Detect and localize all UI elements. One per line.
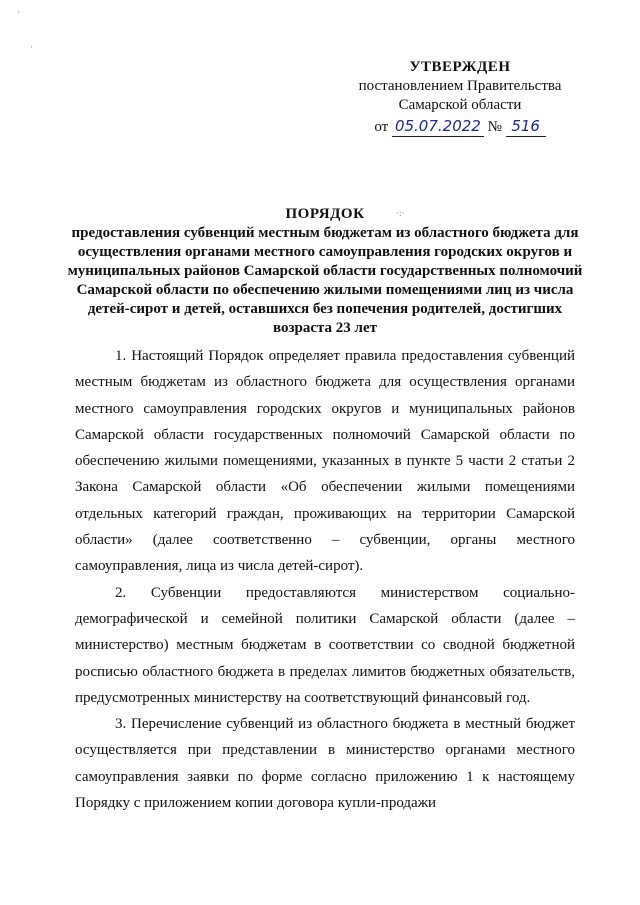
scan-mark: ·:· — [396, 208, 405, 218]
number-prefix: № — [487, 119, 502, 135]
document-subtitle: предоставления субвенций местным бюджетам из областного бюджета для осуществления органами местного самоуправления городских округов и муниципальных районов Самарской области государственных полномочий Самарской области по обеспечению жилыми помещениями лиц из числа детей-сирот и детей, оставшихся без попечения родителей, достигших возраста 23 лет — [67, 225, 583, 336]
date-prefix: от — [374, 119, 389, 135]
approval-stamp — [340, 58, 580, 137]
approval-line-2: Самарской области — [398, 97, 522, 113]
paragraph-1: 1. Настоящий Порядок определяет правила предоставления субвенций местным бюджетам из областного бюджета для осуществления органами местного самоуправления городских округов и муниципальных районов Самарской области государственных полномочий Самарской области по обеспечению жилыми помещениями, указанных в пункте 5 части 2 статьи 2 Закона Самарской области «Об обеспечении жилыми помещениями отдельных категорий граждан, проживающих на территории Самарской области» (далее соответственно – субвенции, органы местного самоуправления, лица из числа детей-сирот). — [75, 348, 575, 575]
document-body — [75, 343, 575, 816]
scan-mark: ' — [18, 10, 20, 20]
paragraph-2: 2. Субвенции предоставляются министерством социально-демографической и семейной политики Самарской области (далее – министерство) местным бюджетам в соответствии со сводной бюджетной росписью областного бюджета в пределах лимитов бюджетных обязательств, предусмотренных министерству на соответствующий финансовый год. — [75, 584, 575, 706]
approval-title: УТВЕРЖДЕН — [409, 59, 511, 75]
document-heading: ПОРЯДОК — [285, 206, 365, 222]
approval-number: 516 — [506, 117, 546, 137]
approval-date: 05.07.2022 — [392, 117, 484, 137]
approval-date-line — [340, 117, 580, 137]
scan-mark: · — [30, 42, 33, 52]
paragraph-3: 3. Перечисление субвенций из областного бюджета в местный бюджет осуществляется при представлении в министерство органами местного самоуправления заявки по форме согласно приложению 1 к настоящему Порядку с приложением копии договора купли-продажи — [75, 716, 575, 812]
approval-line-1: постановлением Правительства — [358, 78, 562, 94]
document-title-block — [60, 205, 590, 338]
